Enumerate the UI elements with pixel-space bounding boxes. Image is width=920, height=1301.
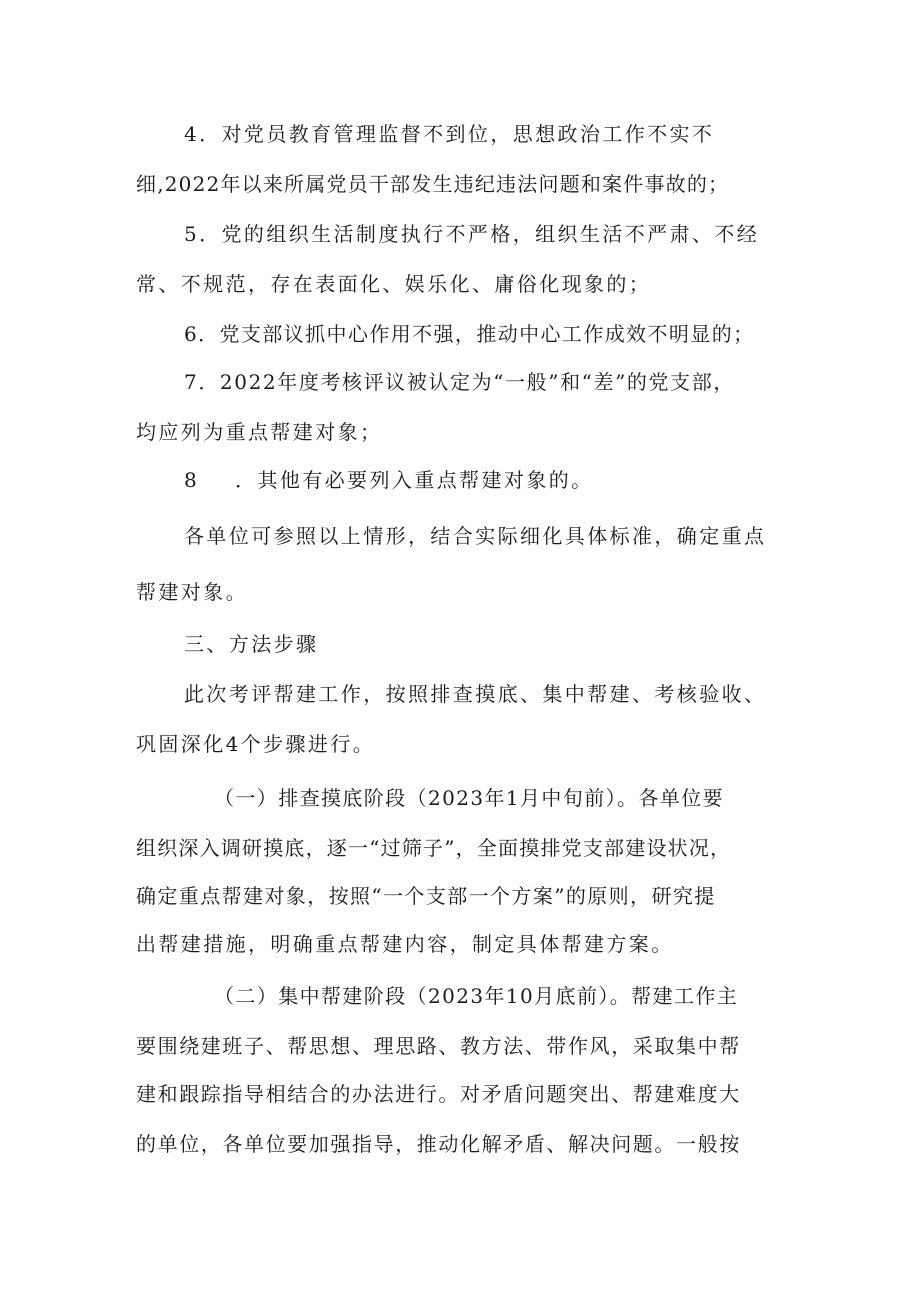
item-4-line-1: 4．对党员教育管理监督不到位，思想政治工作不实不 xyxy=(184,122,715,146)
stage-2-line-1: （二）集中帮建阶段（2023年10月底前）。帮建工作主 xyxy=(214,984,739,1008)
item-7-line-1: 7．2022年度考核评议被认定为“一般”和“差”的党支部， xyxy=(184,370,735,394)
item-6-line-1: 6．党支部议抓中心作用不强，推动中心工作成效不明显的； xyxy=(184,322,755,346)
item-4-line-2: 细,2022年以来所属党员干部发生违纪违法问题和案件事故的； xyxy=(136,172,730,196)
item-8-line xyxy=(184,466,796,494)
item-8-number: 8 xyxy=(184,468,200,492)
paragraph-reference-line-2: 帮建对象。 xyxy=(136,580,248,604)
paragraph-steps-line-2: 巩固深化4个步骤进行。 xyxy=(136,732,376,756)
item-5-line-2: 常、不规范，存在表面化、娱乐化、庸俗化现象的； xyxy=(136,272,652,296)
section-heading-methods: 三、方法步骤 xyxy=(184,632,319,656)
item-7-line-2: 均应列为重点帮建对象； xyxy=(136,420,383,444)
stage-1-line-2: 组织深入调研摸底，逐一“过筛子”，全面摸排党支部建设状况， xyxy=(136,836,732,860)
stage-1-line-4: 出帮建措施，明确重点帮建内容，制定具体帮建方案。 xyxy=(136,932,674,956)
item-5-line-1: 5．党的组织生活制度执行不严格，组织生活不严肃、不经 xyxy=(184,222,760,246)
stage-1-line-3: 确定重点帮建对象，按照“一个支部一个方案”的原则，研究提 xyxy=(136,884,716,908)
item-8-text: ．其他有必要列入重点帮建对象的。 xyxy=(235,468,594,492)
stage-2-line-3: 建和跟踪指导相结合的办法进行。对矛盾问题突出、帮建难度大 xyxy=(136,1082,741,1106)
stage-2-line-2: 要围绕建班子、帮思想、理思路、教方法、带作风，采取集中帮 xyxy=(136,1034,741,1058)
stage-2-line-4: 的单位，各单位要加强指导，推动化解矛盾、解决问题。一般按 xyxy=(136,1132,741,1156)
paragraph-reference-line-1: 各单位可参照以上情形，结合实际细化具体标准，确定重点 xyxy=(184,524,767,548)
paragraph-steps-line-1: 此次考评帮建工作，按照排查摸底、集中帮建、考核验收、 xyxy=(184,682,767,706)
stage-1-line-1: （一）排查摸底阶段（2023年1月中旬前）。各单位要 xyxy=(214,786,725,810)
